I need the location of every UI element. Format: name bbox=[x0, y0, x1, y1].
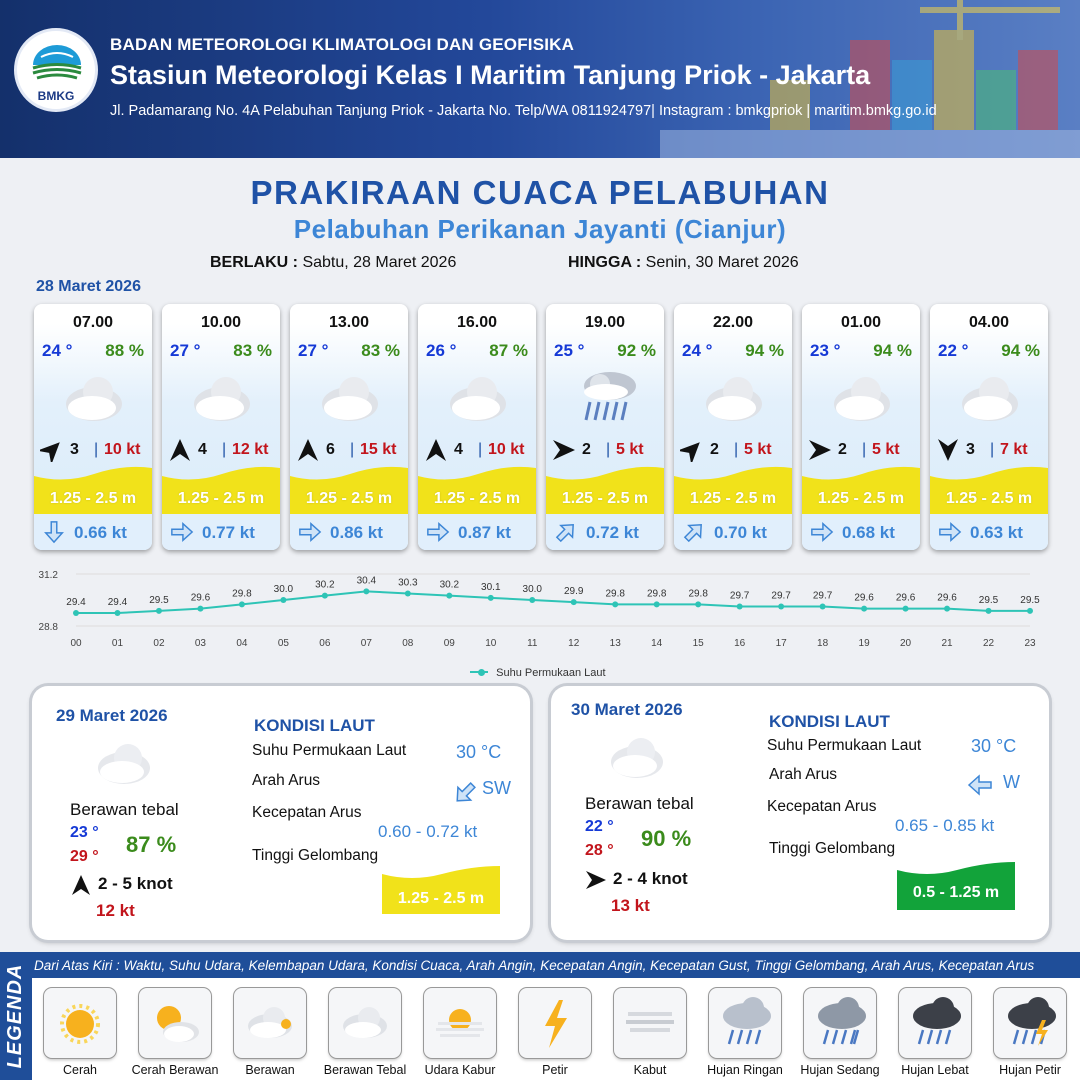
legend-vertical-label: LEGENDA bbox=[4, 963, 26, 1069]
card-humidity: 83 % bbox=[233, 341, 272, 360]
data-point bbox=[239, 601, 245, 607]
day2-tmax: 29 ° bbox=[70, 848, 99, 865]
current-arrow-icon bbox=[42, 520, 66, 544]
legend-item-kabut bbox=[614, 988, 686, 1058]
wind-speed: 6 bbox=[326, 441, 335, 458]
day2-kondisi-title: KONDISI LAUT bbox=[254, 716, 375, 735]
day3-tmin: 22 ° bbox=[585, 818, 614, 835]
day3-cloud-icon bbox=[603, 732, 669, 784]
valid-from-value: Sabtu, 28 Maret 2026 bbox=[302, 254, 457, 271]
x-tick-label: 05 bbox=[277, 638, 289, 649]
berawan-icon bbox=[240, 994, 300, 1052]
current-row bbox=[930, 514, 1048, 550]
wind-divider: | bbox=[862, 441, 867, 458]
card-wind bbox=[168, 438, 274, 462]
day3-panel bbox=[551, 686, 1049, 940]
x-tick-label: 02 bbox=[153, 638, 165, 649]
data-point bbox=[571, 599, 577, 605]
legend-label: Cerah Berawan bbox=[131, 1063, 219, 1077]
wave-height: 1.25 - 2.5 m bbox=[305, 490, 393, 507]
card-time: 01.00 bbox=[840, 314, 882, 331]
data-point bbox=[820, 604, 826, 610]
x-tick-label: 16 bbox=[734, 638, 746, 649]
data-label: 30.1 bbox=[481, 581, 501, 593]
wind-gust: 12 kt bbox=[232, 441, 269, 458]
legend-label: Hujan Lebat bbox=[901, 1063, 969, 1077]
legend-item-berawan bbox=[234, 988, 306, 1058]
legend-label: Cerah bbox=[62, 1063, 98, 1077]
day3-current-speed: 0.65 - 0.85 kt bbox=[895, 816, 995, 835]
x-tick-label: 11 bbox=[527, 638, 538, 649]
series-line bbox=[76, 591, 1030, 613]
day2-wave: 1.25 - 2.5 m bbox=[397, 890, 485, 907]
data-label: 29.6 bbox=[190, 592, 211, 604]
x-tick-label: 12 bbox=[568, 638, 580, 649]
card-humidity: 92 % bbox=[617, 341, 656, 360]
card-wind bbox=[680, 438, 786, 462]
berawan-tebal-icon bbox=[954, 370, 1024, 430]
current-speed: 0.70 kt bbox=[714, 523, 767, 542]
day1-date: 28 Maret 2026 bbox=[36, 278, 141, 295]
forecast-card bbox=[930, 304, 1048, 550]
day3-sst: 30 °C bbox=[971, 736, 1017, 756]
data-label: 29.7 bbox=[729, 590, 750, 602]
wind-arrow-icon bbox=[296, 438, 320, 462]
wind-divider: | bbox=[478, 441, 483, 458]
bmkg-logo bbox=[14, 28, 98, 112]
day3-sst-label: Suhu Permukaan Laut bbox=[767, 737, 922, 754]
card-temp: 25 ° bbox=[554, 341, 585, 360]
x-tick-label: 00 bbox=[70, 638, 82, 649]
current-arrow-icon bbox=[298, 520, 322, 544]
legend-item-petir bbox=[519, 988, 591, 1058]
card-time: 16.00 bbox=[456, 314, 498, 331]
day2-tmin: 23 ° bbox=[70, 824, 99, 841]
card-time: 10.00 bbox=[200, 314, 242, 331]
data-label: 29.5 bbox=[149, 594, 169, 606]
wind-speed: 4 bbox=[198, 441, 207, 458]
wind-speed: 4 bbox=[454, 441, 463, 458]
day3-wind-arrow-icon bbox=[585, 869, 607, 891]
data-label: 30.2 bbox=[315, 579, 335, 591]
x-tick-label: 04 bbox=[236, 638, 248, 649]
wave-height: 1.25 - 2.5 m bbox=[689, 490, 777, 507]
card-humidity: 94 % bbox=[1001, 341, 1040, 360]
wind-gust: 7 kt bbox=[1000, 441, 1028, 458]
valid-to bbox=[568, 254, 799, 272]
day2-current-speed: 0.60 - 0.72 kt bbox=[378, 822, 478, 841]
current-arrow-icon bbox=[170, 520, 194, 544]
data-label: 29.8 bbox=[605, 588, 625, 600]
data-point bbox=[405, 591, 411, 597]
x-tick-label: 08 bbox=[402, 638, 414, 649]
data-label: 29.5 bbox=[978, 594, 999, 606]
day2-wind: 2 - 5 knot bbox=[98, 874, 173, 893]
berawan-tebal-icon bbox=[442, 370, 512, 430]
legend-item-hujan-ringan bbox=[709, 988, 781, 1058]
card-wind bbox=[936, 438, 1042, 462]
legend-line bbox=[470, 671, 488, 673]
card-wind bbox=[296, 438, 402, 462]
data-label: 30.3 bbox=[398, 577, 418, 589]
petir-icon bbox=[525, 994, 585, 1052]
day2-sst-label: Suhu Permukaan Laut bbox=[252, 742, 407, 759]
wind-divider: | bbox=[350, 441, 355, 458]
card-temp: 26 ° bbox=[426, 341, 457, 360]
data-point bbox=[363, 588, 369, 594]
data-label: 30.2 bbox=[439, 579, 460, 591]
wind-divider: | bbox=[990, 441, 995, 458]
card-humidity: 88 % bbox=[105, 341, 144, 360]
current-arrow-icon bbox=[938, 520, 962, 544]
data-point bbox=[197, 606, 203, 612]
day2-current-arrow-icon bbox=[452, 780, 478, 806]
berawan-tebal-icon bbox=[186, 370, 256, 430]
forecast-card bbox=[418, 304, 536, 550]
current-row bbox=[546, 514, 664, 550]
data-label: 29.8 bbox=[232, 588, 252, 600]
data-point bbox=[280, 597, 286, 603]
data-point bbox=[322, 593, 328, 599]
wave-height: 1.25 - 2.5 m bbox=[561, 490, 649, 507]
hujan-ringan-icon bbox=[570, 370, 640, 430]
berawan-tebal-icon bbox=[826, 370, 896, 430]
day2-wind-arrow-icon bbox=[70, 874, 92, 896]
page-title: PRAKIRAAN CUACA PELABUHAN bbox=[250, 174, 830, 211]
card-time: 22.00 bbox=[712, 314, 754, 331]
bmkg-logo-icon bbox=[27, 43, 87, 81]
x-tick-label: 17 bbox=[775, 638, 787, 649]
legend-series-name: Suhu Permukaan Laut bbox=[496, 667, 606, 679]
legend-item-berawan-tebal bbox=[329, 988, 401, 1058]
wave-height: 1.25 - 2.5 m bbox=[433, 490, 521, 507]
udara-kabur-icon bbox=[430, 994, 490, 1052]
wind-divider: | bbox=[606, 441, 611, 458]
current-speed: 0.77 kt bbox=[202, 523, 255, 542]
data-point bbox=[156, 608, 162, 614]
wind-gust: 5 kt bbox=[744, 441, 772, 458]
card-humidity: 83 % bbox=[361, 341, 400, 360]
day2-panel bbox=[32, 686, 530, 940]
data-label: 30.0 bbox=[273, 584, 294, 595]
hujan-lebat-icon bbox=[905, 994, 965, 1052]
data-label: 29.7 bbox=[771, 590, 791, 602]
data-point bbox=[695, 601, 701, 607]
day2-cloud-icon bbox=[90, 738, 156, 790]
day3-wind: 2 - 4 knot bbox=[613, 869, 688, 888]
wave-height: 1.25 - 2.5 m bbox=[817, 490, 905, 507]
x-tick-label: 01 bbox=[111, 638, 124, 649]
berawan-tebal-icon bbox=[335, 994, 395, 1052]
wind-arrow-icon bbox=[424, 438, 448, 462]
data-label: 30.4 bbox=[356, 575, 377, 587]
day3-current-dir: W bbox=[1003, 772, 1020, 792]
x-tick-label: 07 bbox=[360, 638, 372, 649]
forecast-card bbox=[802, 304, 920, 550]
wind-speed: 3 bbox=[966, 441, 975, 458]
data-label: 29.8 bbox=[688, 588, 708, 600]
card-humidity: 94 % bbox=[873, 341, 912, 360]
day3-wave: 0.5 - 1.25 m bbox=[912, 884, 1000, 901]
data-point bbox=[986, 608, 992, 614]
card-temp: 27 ° bbox=[298, 341, 329, 360]
legend-description: Dari Atas Kiri : Waktu, Suhu Udara, Kelembapan Udara, Kondisi Cuaca, Arah Angin, Kecepatan Angin, Kecepatan Gust, Tinggi Gelombang, Arah Arus, Kecepatan Arus bbox=[34, 958, 1035, 973]
day3-kondisi-title: KONDISI LAUT bbox=[769, 712, 890, 731]
hujan-sedang-icon bbox=[810, 994, 870, 1052]
wind-gust: 15 kt bbox=[360, 441, 397, 458]
card-humidity: 94 % bbox=[745, 341, 784, 360]
data-point bbox=[73, 610, 79, 616]
data-label: 29.7 bbox=[812, 590, 833, 602]
x-tick-label: 13 bbox=[609, 638, 621, 649]
x-tick-label: 19 bbox=[858, 638, 870, 649]
data-point bbox=[529, 597, 535, 603]
x-tick-label: 21 bbox=[941, 638, 953, 649]
wind-divider: | bbox=[734, 441, 739, 458]
wind-gust: 5 kt bbox=[616, 441, 644, 458]
day3-tmax: 28 ° bbox=[585, 842, 614, 859]
wind-speed: 2 bbox=[710, 441, 719, 458]
data-label: 29.8 bbox=[646, 588, 667, 600]
legend-item-hujan-sedang bbox=[804, 988, 876, 1058]
day2-wave-label: Tinggi Gelombang bbox=[252, 847, 379, 864]
hujan-ringan-icon bbox=[715, 994, 775, 1052]
chart-legend bbox=[470, 667, 606, 679]
station-address: Jl. Padamarang No. 4A Pelabuhan Tanjung Priok - Jakarta No. Telp/WA 0811924797| Instagram : bmkgpriok | maritim.bmkg.go.id bbox=[110, 103, 937, 119]
legend-item-hujan-lebat bbox=[899, 988, 971, 1058]
wave-height: 1.25 - 2.5 m bbox=[49, 490, 137, 507]
current-speed: 0.68 kt bbox=[842, 523, 895, 542]
card-time: 07.00 bbox=[72, 314, 114, 331]
cerah-berawan-icon bbox=[145, 994, 205, 1052]
card-wind bbox=[424, 438, 530, 462]
card-humidity: 87 % bbox=[489, 341, 528, 360]
legend-label: Hujan Sedang bbox=[800, 1063, 880, 1077]
data-label: 29.4 bbox=[107, 597, 128, 608]
legend-label: Hujan Petir bbox=[999, 1063, 1061, 1077]
wind-gust: 10 kt bbox=[488, 441, 525, 458]
card-time: 19.00 bbox=[584, 314, 626, 331]
card-temp: 23 ° bbox=[810, 341, 841, 360]
data-point bbox=[612, 601, 618, 607]
wind-gust: 10 kt bbox=[104, 441, 141, 458]
wind-speed: 2 bbox=[582, 441, 591, 458]
card-wind bbox=[552, 438, 658, 462]
wind-arrow-icon bbox=[552, 438, 576, 462]
day2-date: 29 Maret 2026 bbox=[56, 706, 168, 725]
data-point bbox=[488, 595, 494, 601]
legend-item-cerah bbox=[44, 988, 116, 1058]
card-wind bbox=[40, 438, 146, 462]
legend-label: Berawan bbox=[245, 1063, 295, 1077]
kabut-icon bbox=[620, 994, 680, 1052]
x-tick-label: 23 bbox=[1024, 638, 1036, 649]
current-arrow-icon bbox=[682, 520, 706, 544]
current-row bbox=[162, 514, 280, 550]
current-arrow-icon bbox=[810, 520, 834, 544]
forecast-card bbox=[34, 304, 152, 550]
data-label: 29.9 bbox=[564, 586, 584, 598]
day2-sst: 30 °C bbox=[456, 742, 502, 762]
valid-from-label: BERLAKU : bbox=[210, 254, 298, 271]
card-temp: 24 ° bbox=[42, 341, 73, 360]
day2-dir-label: Arah Arus bbox=[252, 772, 321, 789]
page-subtitle: Pelabuhan Perikanan Jayanti (Cianjur) bbox=[293, 214, 787, 244]
wave-height: 1.25 - 2.5 m bbox=[945, 490, 1033, 507]
current-speed: 0.86 kt bbox=[330, 523, 383, 542]
forecast-card bbox=[162, 304, 280, 550]
wind-arrow-icon bbox=[168, 438, 192, 462]
berawan-tebal-icon bbox=[314, 370, 384, 430]
data-point bbox=[737, 604, 743, 610]
wind-gust: 5 kt bbox=[872, 441, 900, 458]
day3-dir-label: Arah Arus bbox=[769, 766, 838, 783]
valid-from bbox=[210, 254, 456, 272]
data-label: 29.6 bbox=[895, 592, 916, 604]
day3-date: 30 Maret 2026 bbox=[571, 700, 683, 719]
x-tick-label: 06 bbox=[319, 638, 331, 649]
hujan-petir-icon bbox=[1000, 994, 1060, 1052]
legend-label: Kabut bbox=[633, 1063, 667, 1077]
data-point bbox=[944, 606, 950, 612]
current-row bbox=[418, 514, 536, 550]
y-tick-label: 31.2 bbox=[38, 570, 58, 581]
data-point bbox=[778, 604, 784, 610]
current-row bbox=[674, 514, 792, 550]
valid-to-value: Senin, 30 Maret 2026 bbox=[645, 254, 799, 271]
x-tick-label: 22 bbox=[982, 638, 995, 649]
wave-height: 1.25 - 2.5 m bbox=[177, 490, 265, 507]
legend-item-hujan-petir bbox=[994, 988, 1066, 1058]
header-banner bbox=[0, 0, 1080, 158]
data-point bbox=[1027, 608, 1033, 614]
day2-humidity: 87 % bbox=[126, 832, 177, 857]
current-speed: 0.72 kt bbox=[586, 523, 639, 542]
forecast-card bbox=[546, 304, 664, 550]
day2-current-dir: SW bbox=[482, 778, 511, 798]
day3-wave-label: Tinggi Gelombang bbox=[769, 840, 896, 857]
forecast-card bbox=[674, 304, 792, 550]
wind-speed: 2 bbox=[838, 441, 847, 458]
day2-spd-label: Kecepatan Arus bbox=[252, 804, 362, 821]
berawan-tebal-icon bbox=[58, 370, 128, 430]
current-row bbox=[290, 514, 408, 550]
day3-current-arrow-icon bbox=[967, 772, 993, 798]
card-time: 13.00 bbox=[328, 314, 370, 331]
current-arrow-icon bbox=[554, 520, 578, 544]
current-speed: 0.66 kt bbox=[74, 523, 127, 542]
legend-item-udara-kabur bbox=[424, 988, 496, 1058]
valid-to-label: HINGGA : bbox=[568, 254, 642, 271]
legend-label: Petir bbox=[542, 1063, 568, 1077]
data-label: 29.6 bbox=[937, 592, 957, 604]
day2-gust: 12 kt bbox=[96, 901, 135, 920]
day3-spd-label: Kecepatan Arus bbox=[767, 798, 877, 815]
data-label: 30.0 bbox=[522, 584, 542, 595]
data-point bbox=[861, 606, 867, 612]
legend-label: Udara Kabur bbox=[424, 1063, 496, 1077]
x-tick-label: 03 bbox=[194, 638, 206, 649]
wind-arrow-icon bbox=[40, 438, 64, 462]
x-tick-label: 15 bbox=[692, 638, 704, 649]
x-tick-label: 14 bbox=[651, 638, 663, 649]
current-row bbox=[802, 514, 920, 550]
x-tick-label: 10 bbox=[485, 638, 497, 649]
x-tick-label: 18 bbox=[817, 638, 829, 649]
forecast-card bbox=[290, 304, 408, 550]
current-speed: 0.63 kt bbox=[970, 523, 1023, 542]
legend-label: Berawan Tebal bbox=[323, 1063, 407, 1077]
x-tick-label: 20 bbox=[900, 638, 912, 649]
berawan-tebal-icon bbox=[698, 370, 768, 430]
day3-gust: 13 kt bbox=[611, 896, 650, 915]
station-name: Stasiun Meteorologi Kelas I Maritim Tanjung Priok - Jakarta bbox=[110, 60, 871, 90]
day3-condition: Berawan tebal bbox=[585, 794, 694, 813]
wind-arrow-icon bbox=[936, 438, 960, 462]
data-label: 29.4 bbox=[66, 597, 86, 608]
data-label: 29.6 bbox=[854, 592, 874, 604]
card-temp: 27 ° bbox=[170, 341, 201, 360]
day2-condition: Berawan tebal bbox=[70, 800, 179, 819]
data-point bbox=[446, 593, 452, 599]
wind-divider: | bbox=[222, 441, 227, 458]
current-row bbox=[34, 514, 152, 550]
org-name: BADAN METEOROLOGI KLIMATOLOGI DAN GEOFISIKA bbox=[110, 35, 575, 54]
y-tick-label: 28.8 bbox=[38, 622, 58, 633]
data-point bbox=[654, 601, 660, 607]
wind-divider: | bbox=[94, 441, 99, 458]
card-time: 04.00 bbox=[968, 314, 1010, 331]
x-tick-label: 09 bbox=[443, 638, 455, 649]
legend-item-cerah-berawan bbox=[139, 988, 211, 1058]
card-temp: 22 ° bbox=[938, 341, 969, 360]
wind-arrow-icon bbox=[680, 438, 704, 462]
legend-label: Hujan Ringan bbox=[707, 1063, 783, 1077]
card-wind bbox=[808, 438, 914, 462]
wind-arrow-icon bbox=[808, 438, 832, 462]
data-point bbox=[903, 606, 909, 612]
current-arrow-icon bbox=[426, 520, 450, 544]
cerah-icon bbox=[50, 994, 110, 1052]
current-speed: 0.87 kt bbox=[458, 523, 511, 542]
data-label: 29.5 bbox=[1020, 594, 1040, 606]
wind-speed: 3 bbox=[70, 441, 79, 458]
card-temp: 24 ° bbox=[682, 341, 713, 360]
day3-humidity: 90 % bbox=[641, 826, 692, 851]
data-point bbox=[114, 610, 120, 616]
logo-text: BMKG bbox=[37, 89, 75, 103]
